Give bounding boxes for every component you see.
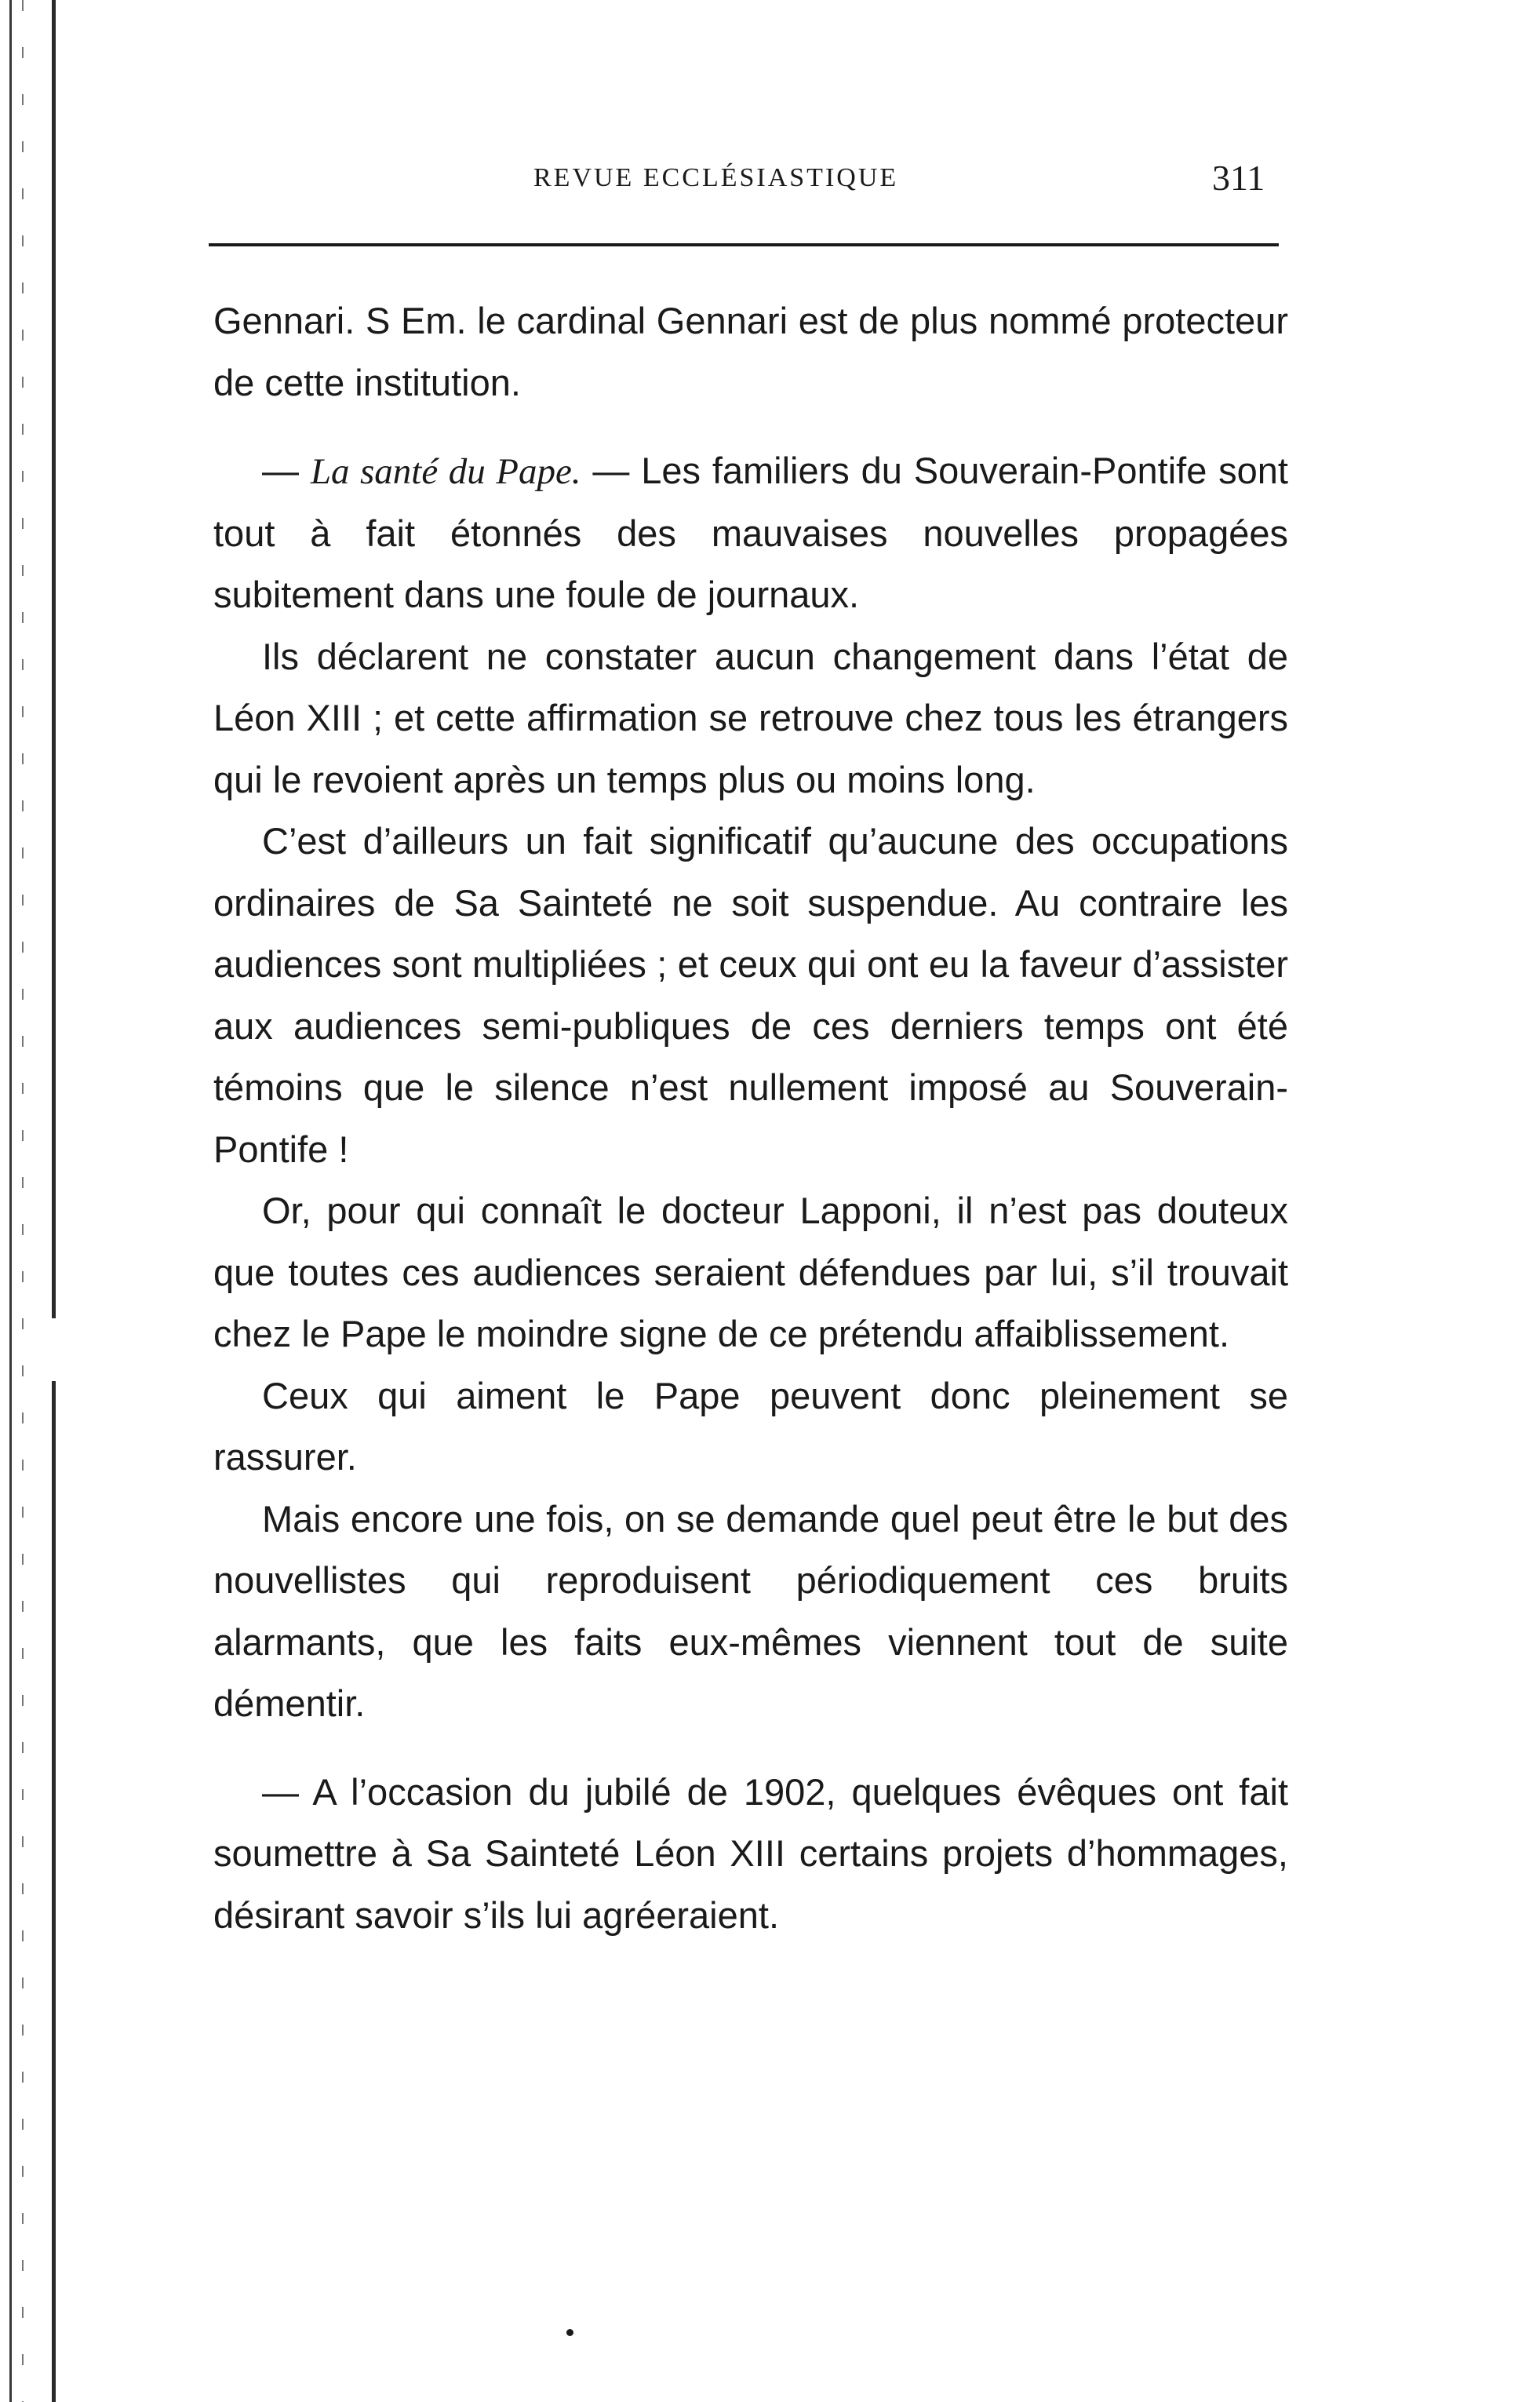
paragraph-nouvellistes: Mais encore une fois, on se demande quel peut être le but des nouvellistes qui reproduisent périodiquement ces bruits alarmants, que les faits eux-mêmes viennent tout de suite démentir. (213, 1497, 1288, 1724)
page-body (213, 290, 1288, 1946)
lead-dash: — (262, 450, 311, 491)
paragraph-lapponi: Or, pour qui connaît le docteur Lapponi, il n’est pas douteux que toutes ces audiences seraient défendues par lui, s’il trouvait chez le Pape le moindre signe de ce prétendu affaiblissement. (213, 1190, 1288, 1354)
page-speck (566, 2329, 573, 2336)
header-rule (209, 243, 1279, 246)
paragraph-pope-health (213, 440, 1288, 626)
binding-margin-line-lower (52, 1381, 56, 2402)
running-head: REVUE ECCLÉSIASTIQUE (533, 163, 899, 192)
section-title-italic: La santé du Pape. (310, 451, 581, 492)
paragraph-reassure: Ceux qui aiment le Pape peuvent donc pleinement se rassurer. (213, 1374, 1288, 1478)
page-number: 311 (1212, 158, 1265, 198)
paragraph-jubile: — A l’occasion du jubilé de 1902, quelques évêques ont fait soumettre à Sa Sainteté Léon XIII certains projets d’hommages, désirant savoir s’ils lui agréeraient. (213, 1770, 1288, 1936)
paragraph-audiences: C’est d’ailleurs un fait significatif qu’aucune des occupations ordinaires de Sa Sainteté ne soit suspendue. Au contraire les audiences sont multipliées ; et ceux qui ont eu la faveur d’assister aux audiences semi-publiques de ces derniers temps ont été témoins que le silence n’est nullement imposé au Souverain-Pontife ! (213, 820, 1288, 1170)
binding-edge-line (9, 0, 12, 2402)
binding-margin-line-upper (52, 0, 56, 1318)
paragraph-continuation: Gennari. S Em. le cardinal Gennari est de plus nommé protecteur de cette institution. (213, 300, 1288, 403)
paragraph-no-change: Ils déclarent ne constater aucun changement dans l’état de Léon XIII ; et cette affirmation se retrouve chez tous les étrangers qui le revoient après un temps plus ou moins long. (213, 635, 1288, 800)
paragraph-text: — Les familiers du Souverain-Pontife sont tout à fait étonnés des mauvaises nouvelles propagées subitement dans une foule de journaux. (213, 450, 1288, 615)
binding-edge-marks (22, 0, 24, 2402)
